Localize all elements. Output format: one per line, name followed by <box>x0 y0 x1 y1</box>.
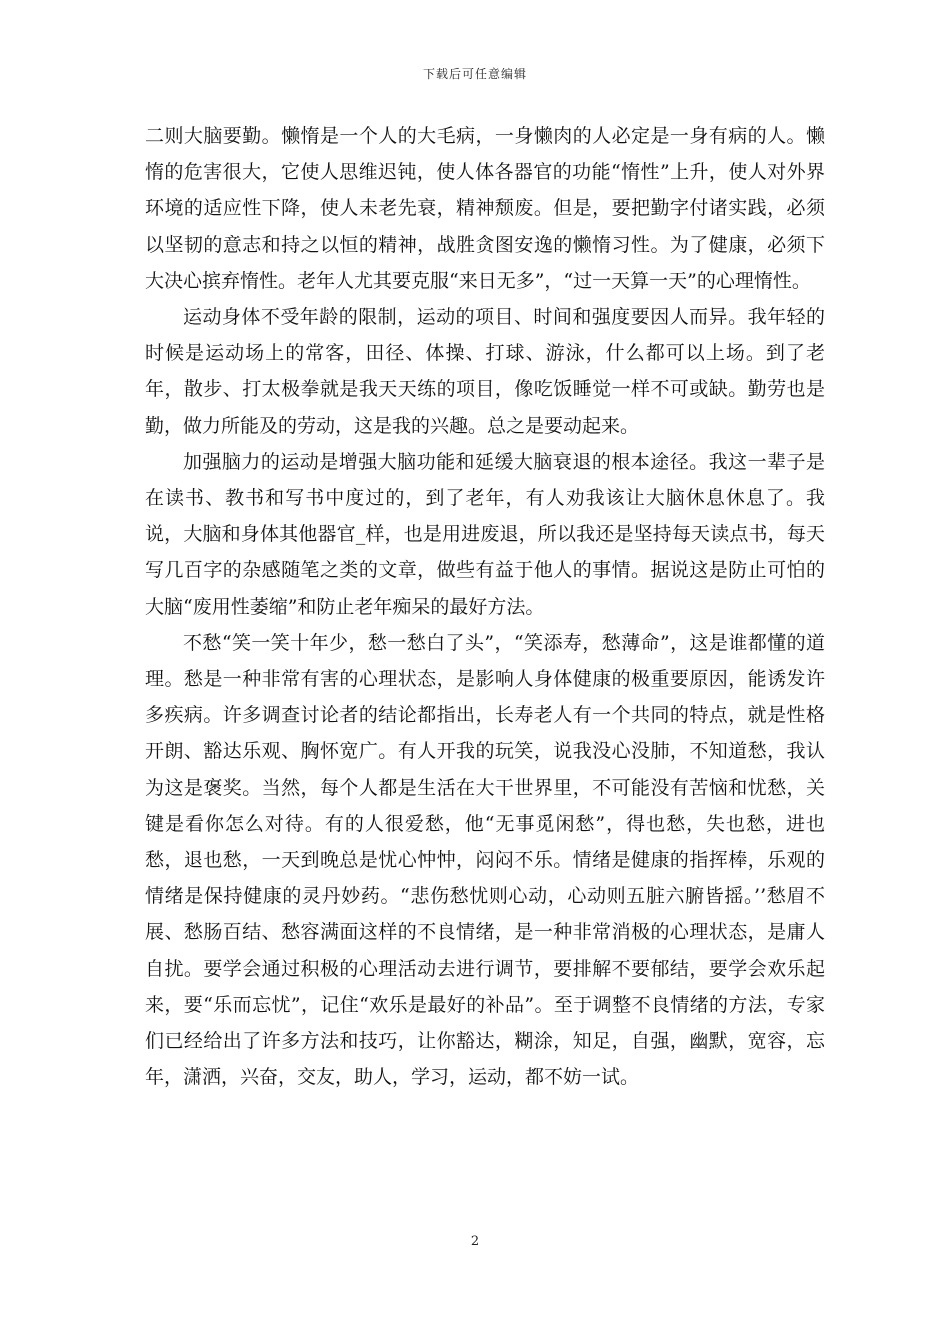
paragraph-1: 二则大脑要勤。懒惰是一个人的大毛病，一身懒肉的人必定是一身有病的人。懒惰的危害很大，它使人思维迟钝，使人体各器官的功能“惰性”上升，使人对外界环境的适应性下降，使人未老先衰，精神颓废。但是，要把勤字付诸实践，必须以坚韧的意志和持之以恒的精神，战胜贪图安逸的懒惰习性。为了健康，必须下大决心摈弃惰性。老年人尤其要克服“来日无多”，“过一天算一天”的心理惰性。 <box>145 125 825 292</box>
paragraph-2: 运动身体不受年龄的限制，运动的项目、时间和强度要因人而异。我年轻的时候是运动场上的常客，田径、体操、打球、游泳，什么都可以上场。到了老年，散步、打太极拳就是我天天练的项目，像吃饭睡觉一样不可或缺。勤劳也是勤，做力所能及的劳动，这是我的兴趣。总之是要动起来。 <box>145 306 825 437</box>
page-number: 2 <box>470 1234 480 1249</box>
page-header: 下载后可任意编辑 <box>422 67 527 81</box>
document-body <box>145 118 825 1095</box>
paragraph-4: 不愁“笑一笑十年少，愁一愁白了头”，“笑添寿，愁薄命”，这是谁都懂的道理。愁是一种非常有害的心理状态，是影响人身体健康的极重要原因，能诱发许多疾病。许多调查讨论者的结论都指出，长寿老人有一个共同的特点，就是性格开朗、豁达乐观、胸怀宽广。有人开我的玩笑，说我没心没肺，不知道愁，我认为这是褒奖。当然，每个人都是生活在大干世界里，不可能没有苦恼和忧愁，关键是看你怎么对待。有的人很爱愁，他“无事觅闲愁”，得也愁，失也愁，进也愁，退也愁，一天到晚总是忧心忡忡，闷闷不乐。情绪是健康的指挥棒，乐观的情绪是保持健康的灵丹妙药。“悲伤愁忧则心动，心动则五脏六腑皆摇。’’愁眉不展、愁肠百结、愁容满面这样的不良情绪，是一种非常消极的心理状态，是庸人自扰。要学会通过积极的心理活动去进行调节，要排解不要郁结，要学会欢乐起来，要“乐而忘忧”，记住“欢乐是最好的补品”。至于调整不良情绪的方法，专家们已经给出了许多方法和技巧，让你豁达，糊涂，知足，自强，幽默，宽容，忘年，潇洒，兴奋，交友，助人，学习，运动，都不妨一试。 <box>145 631 825 1089</box>
paragraph-3: 加强脑力的运动是增强大脑功能和延缓大脑衰退的根本途径。我这一辈子是在读书、教书和写书中度过的，到了老年，有人劝我该让大脑休息休息了。我说，大脑和身体其他器官_样，也是用进废退，所以我还是坚持每天读点书，每天写几百字的杂感随笔之类的文章，做些有益于他人的事情。据说这是防止可怕的大脑“废用性萎缩”和防止老年痴呆的最好方法。 <box>145 450 825 618</box>
